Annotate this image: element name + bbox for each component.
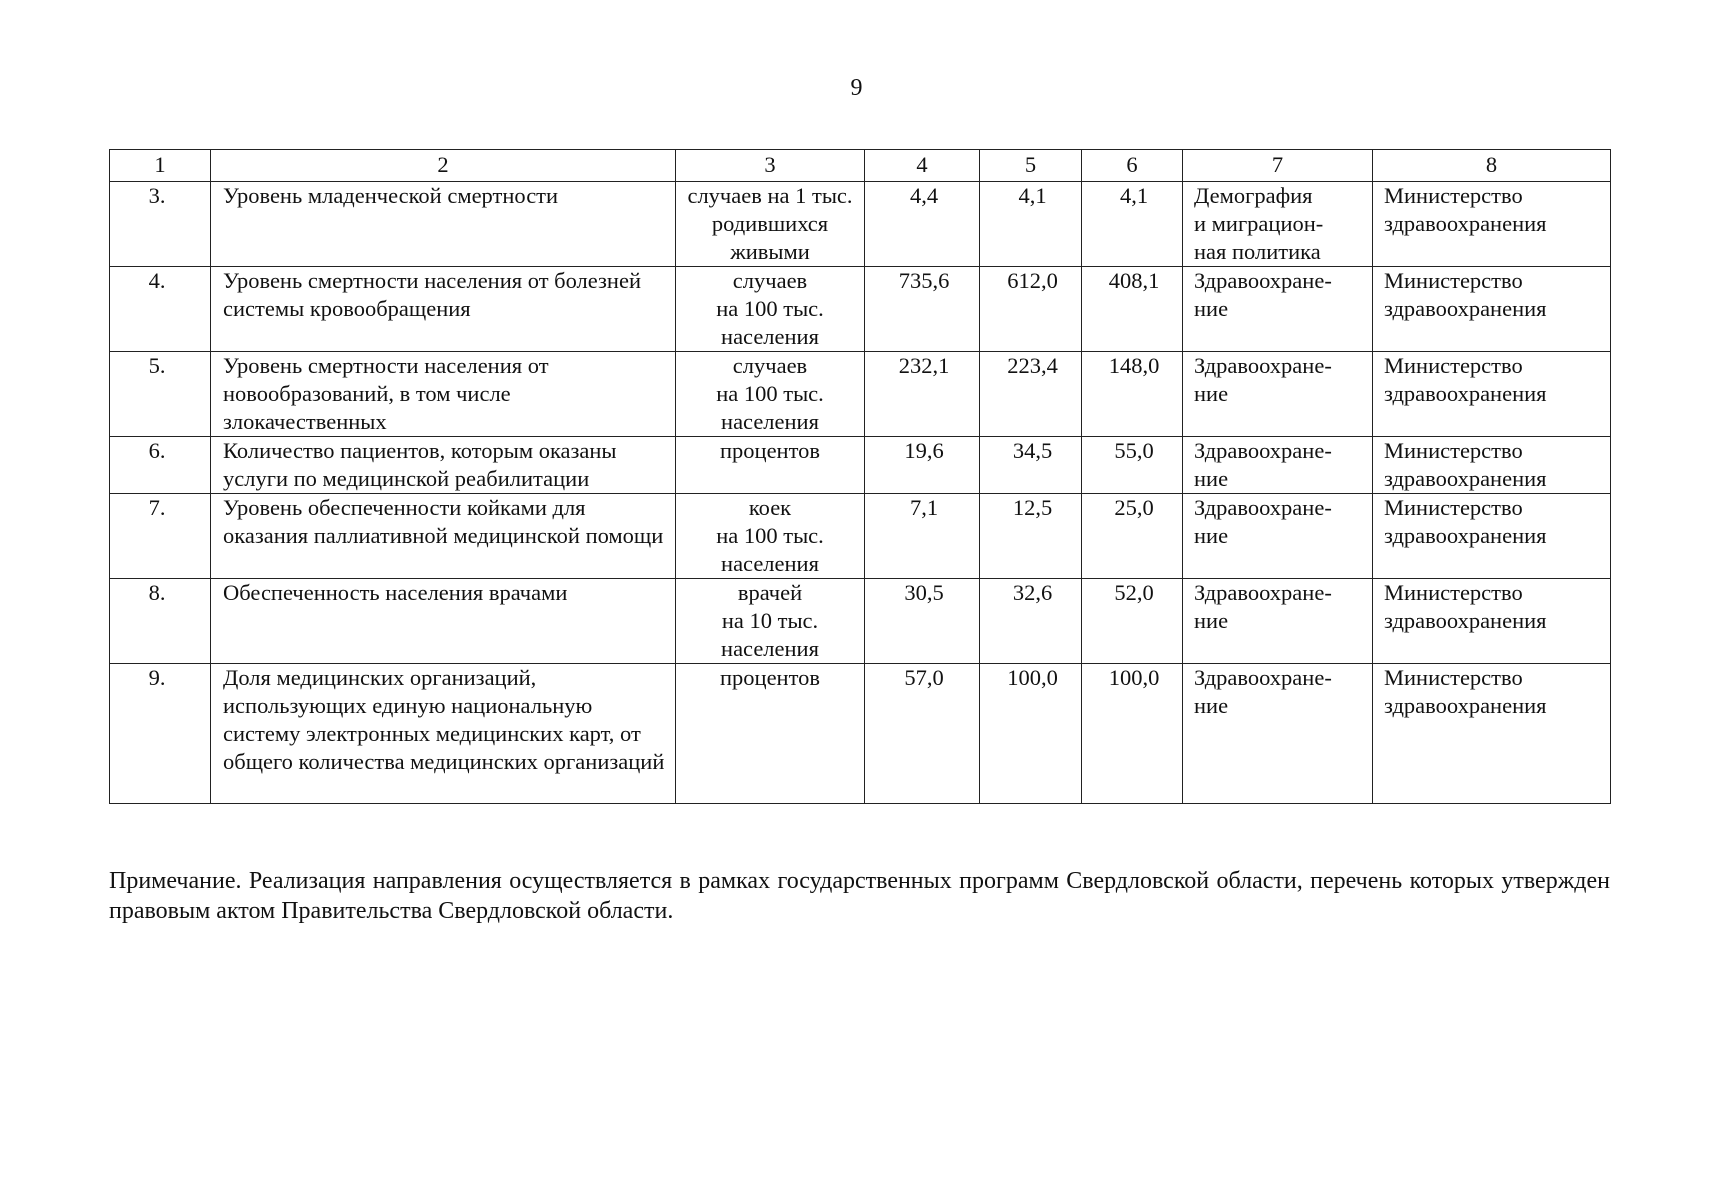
indicator-name: Уровень смертности населения от болезней системы кровообращения [211, 267, 676, 352]
value-col-4: 4,4 [865, 182, 980, 267]
value-col-6: 4,1 [1082, 182, 1183, 267]
direction-name: Здравоохране- ние [1183, 352, 1373, 437]
value-col-5: 100,0 [980, 664, 1082, 804]
responsible-body: Министерство здравоохранения [1373, 494, 1611, 579]
row-number: 7. [110, 494, 211, 579]
unit-of-measure: процентов [676, 664, 865, 804]
unit-of-measure: случаев на 1 тыс. родившихся живыми [676, 182, 865, 267]
direction-name: Демография и миграцион- ная политика [1183, 182, 1373, 267]
value-col-4: 735,6 [865, 267, 980, 352]
page-number: 9 [850, 75, 863, 101]
unit-of-measure: случаев на 100 тыс. населения [676, 267, 865, 352]
header-cell: 3 [676, 150, 865, 182]
value-col-4: 30,5 [865, 579, 980, 664]
value-col-6: 408,1 [1082, 267, 1183, 352]
responsible-body: Министерство здравоохранения [1373, 579, 1611, 664]
value-col-5: 12,5 [980, 494, 1082, 579]
value-col-5: 612,0 [980, 267, 1082, 352]
responsible-body: Министерство здравоохранения [1373, 267, 1611, 352]
table-row [110, 267, 1611, 352]
responsible-body: Министерство здравоохранения [1373, 664, 1611, 804]
row-number: 5. [110, 352, 211, 437]
indicator-name: Обеспеченность населения врачами [211, 579, 676, 664]
header-cell: 1 [110, 150, 211, 182]
indicator-name: Уровень младенческой смертности [211, 182, 676, 267]
header-cell: 7 [1183, 150, 1373, 182]
table-row [110, 579, 1611, 664]
header-cell: 5 [980, 150, 1082, 182]
value-col-6: 25,0 [1082, 494, 1183, 579]
table-row [110, 494, 1611, 579]
unit-of-measure: коек на 100 тыс. населения [676, 494, 865, 579]
table-row [110, 437, 1611, 494]
header-cell: 6 [1082, 150, 1183, 182]
header-cell: 8 [1373, 150, 1611, 182]
row-number: 8. [110, 579, 211, 664]
value-col-6: 148,0 [1082, 352, 1183, 437]
unit-of-measure: процентов [676, 437, 865, 494]
header-cell: 2 [211, 150, 676, 182]
table-header-row [110, 150, 1611, 182]
direction-name: Здравоохране- ние [1183, 664, 1373, 804]
indicator-name: Уровень смертности населения от новообразований, в том числе злокачественных [211, 352, 676, 437]
table-row [110, 664, 1611, 804]
indicator-name: Количество пациентов, которым оказаны услуги по медицинской реабилитации [211, 437, 676, 494]
direction-name: Здравоохране- ние [1183, 494, 1373, 579]
value-col-4: 57,0 [865, 664, 980, 804]
direction-name: Здравоохране- ние [1183, 579, 1373, 664]
value-col-5: 223,4 [980, 352, 1082, 437]
direction-name: Здравоохране- ние [1183, 267, 1373, 352]
row-number: 9. [110, 664, 211, 804]
indicators-table [109, 149, 1611, 804]
value-col-6: 55,0 [1082, 437, 1183, 494]
row-number: 3. [110, 182, 211, 267]
table-row [110, 182, 1611, 267]
header-cell: 4 [865, 150, 980, 182]
value-col-4: 232,1 [865, 352, 980, 437]
direction-name: Здравоохране- ние [1183, 437, 1373, 494]
row-number: 4. [110, 267, 211, 352]
indicator-name: Уровень обеспеченности койками для оказания паллиативной медицинской помощи [211, 494, 676, 579]
indicator-name: Доля медицинских организаций, использующих единую национальную систему электронных медицинских карт, от общего количества медицинских организаций [211, 664, 676, 804]
unit-of-measure: врачей на 10 тыс. населения [676, 579, 865, 664]
value-col-4: 7,1 [865, 494, 980, 579]
value-col-5: 34,5 [980, 437, 1082, 494]
value-col-6: 100,0 [1082, 664, 1183, 804]
responsible-body: Министерство здравоохранения [1373, 352, 1611, 437]
value-col-5: 4,1 [980, 182, 1082, 267]
row-number: 6. [110, 437, 211, 494]
value-col-6: 52,0 [1082, 579, 1183, 664]
responsible-body: Министерство здравоохранения [1373, 437, 1611, 494]
responsible-body: Министерство здравоохранения [1373, 182, 1611, 267]
value-col-4: 19,6 [865, 437, 980, 494]
value-col-5: 32,6 [980, 579, 1082, 664]
unit-of-measure: случаев на 100 тыс. населения [676, 352, 865, 437]
table-row [110, 352, 1611, 437]
note-text: Примечание. Реализация направления осуществляется в рамках государственных программ Свердловской области, перечень которых утвержден правовым актом Правительства Свердловской области. [109, 868, 1610, 924]
